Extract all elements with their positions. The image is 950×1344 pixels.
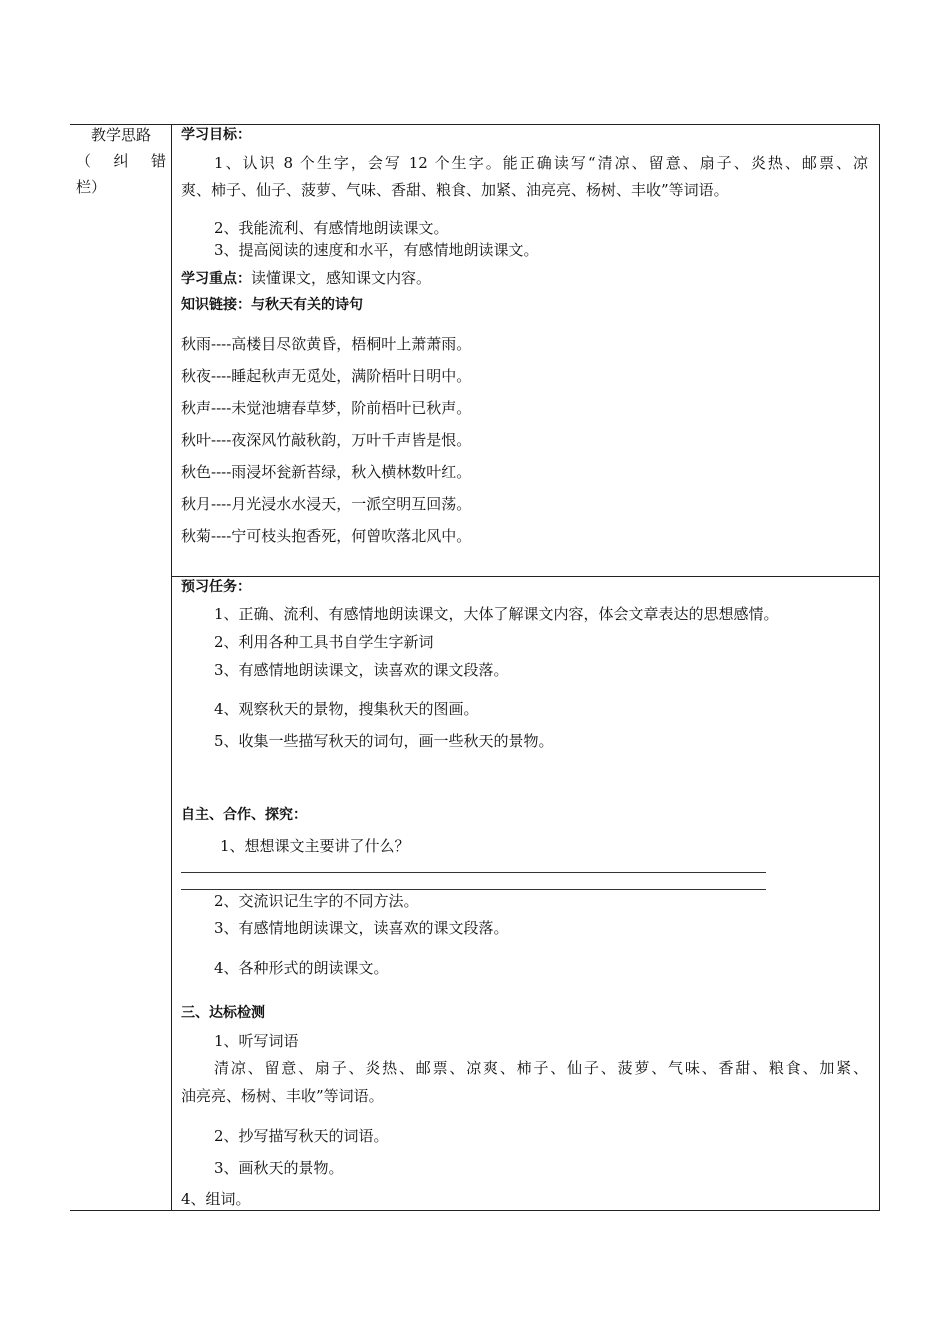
table-bottom-border — [70, 1210, 880, 1211]
focus-label: 学习重点： — [181, 271, 251, 287]
test-item-2: 2、抄写描写秋天的词语。 — [214, 1127, 389, 1145]
test-words-line-1: 清凉、留意、扇子、炎热、邮票、凉爽、柿子、仙子、菠萝、气味、香甜、粮食、加紧、 — [214, 1059, 868, 1077]
preview-item: 5、收集一些描写秋天的词句，画一些秋天的景物。 — [214, 732, 554, 750]
focus-line — [181, 268, 431, 289]
preview-heading: 预习任务： — [181, 579, 251, 595]
test-item-3: 3、画秋天的景物。 — [214, 1159, 344, 1177]
column-divider — [171, 124, 172, 1211]
sidebar-title: 教学思路 — [90, 126, 151, 144]
explore-heading: 自主、合作、探究： — [181, 807, 307, 823]
preview-item: 1、正确、流利、有感情地朗读课文，大体了解课文内容，体会文章表达的思想感情。 — [214, 605, 779, 623]
poem-line: 秋菊----宁可枝头抱香死，何曾吹落北风中。 — [181, 527, 472, 545]
answer-line — [181, 889, 766, 890]
test-item-1: 1、听写词语 — [214, 1032, 299, 1050]
explore-item: 2、交流识记生字的不同方法。 — [214, 892, 419, 910]
sidebar-note-tail: 栏） — [76, 178, 107, 196]
preview-item: 4、观察秋天的景物，搜集秋天的图画。 — [214, 700, 479, 718]
goal-item-3: 3、提高阅读的速度和水平，有感情地朗读课文。 — [214, 241, 539, 259]
goals-heading: 学习目标： — [181, 127, 251, 143]
preview-item: 3、有感情地朗读课文，读喜欢的课文段落。 — [214, 661, 509, 679]
poem-line: 秋声----未觉池塘春草梦，阶前梧叶已秋声。 — [181, 399, 472, 417]
row-divider — [171, 576, 880, 577]
preview-item: 2、利用各种工具书自学生字新词 — [214, 633, 434, 651]
sidebar-note-char-1: 纠 — [113, 152, 129, 170]
sidebar-note — [76, 150, 166, 172]
poem-line: 秋雨----高楼目尽欲黄昏，梧桐叶上萧萧雨。 — [181, 335, 472, 353]
goal-item-1-line-2: 爽、柿子、仙子、菠萝、气味、香甜、粮食、加紧、油亮亮、杨树、丰收”等词语。 — [181, 181, 729, 199]
answer-line — [181, 872, 766, 873]
poem-line: 秋夜----睡起秋声无觅处，满阶梧叶日明中。 — [181, 367, 472, 385]
test-words-line-2: 油亮亮、杨树、丰收”等词语。 — [181, 1087, 384, 1105]
focus-text: 读懂课文，感知课文内容。 — [251, 269, 432, 287]
poem-line: 秋月----月光浸水水浸天，一派空明互回荡。 — [181, 495, 472, 513]
test-heading: 三、达标检测 — [181, 1005, 265, 1021]
knowledge-link-heading: 知识链接：与秋天有关的诗句 — [181, 297, 363, 313]
sidebar-note-char-2: 错 — [150, 152, 166, 170]
explore-item: 4、各种形式的朗读课文。 — [214, 959, 389, 977]
explore-question-1: 1、想想课文主要讲了什么？ — [220, 837, 410, 855]
test-item-4: 4、组词。 — [181, 1190, 251, 1208]
poem-line: 秋叶----夜深风竹敲秋韵，万叶千声皆是恨。 — [181, 431, 472, 449]
goal-item-1-line-1: 1、认识 8 个生字，会写 12 个生字。能正确读写“清凉、留意、扇子、炎热、邮票、凉 — [214, 154, 868, 172]
poem-line: 秋色----雨浸坏瓮新苔绿，秋入横林数叶红。 — [181, 463, 472, 481]
goal-item-2: 2、我能流利、有感情地朗读课文。 — [214, 219, 449, 237]
table-right-border — [879, 124, 880, 1211]
sidebar-note-open: （ — [76, 152, 92, 170]
explore-item: 3、有感情地朗读课文，读喜欢的课文段落。 — [214, 919, 509, 937]
